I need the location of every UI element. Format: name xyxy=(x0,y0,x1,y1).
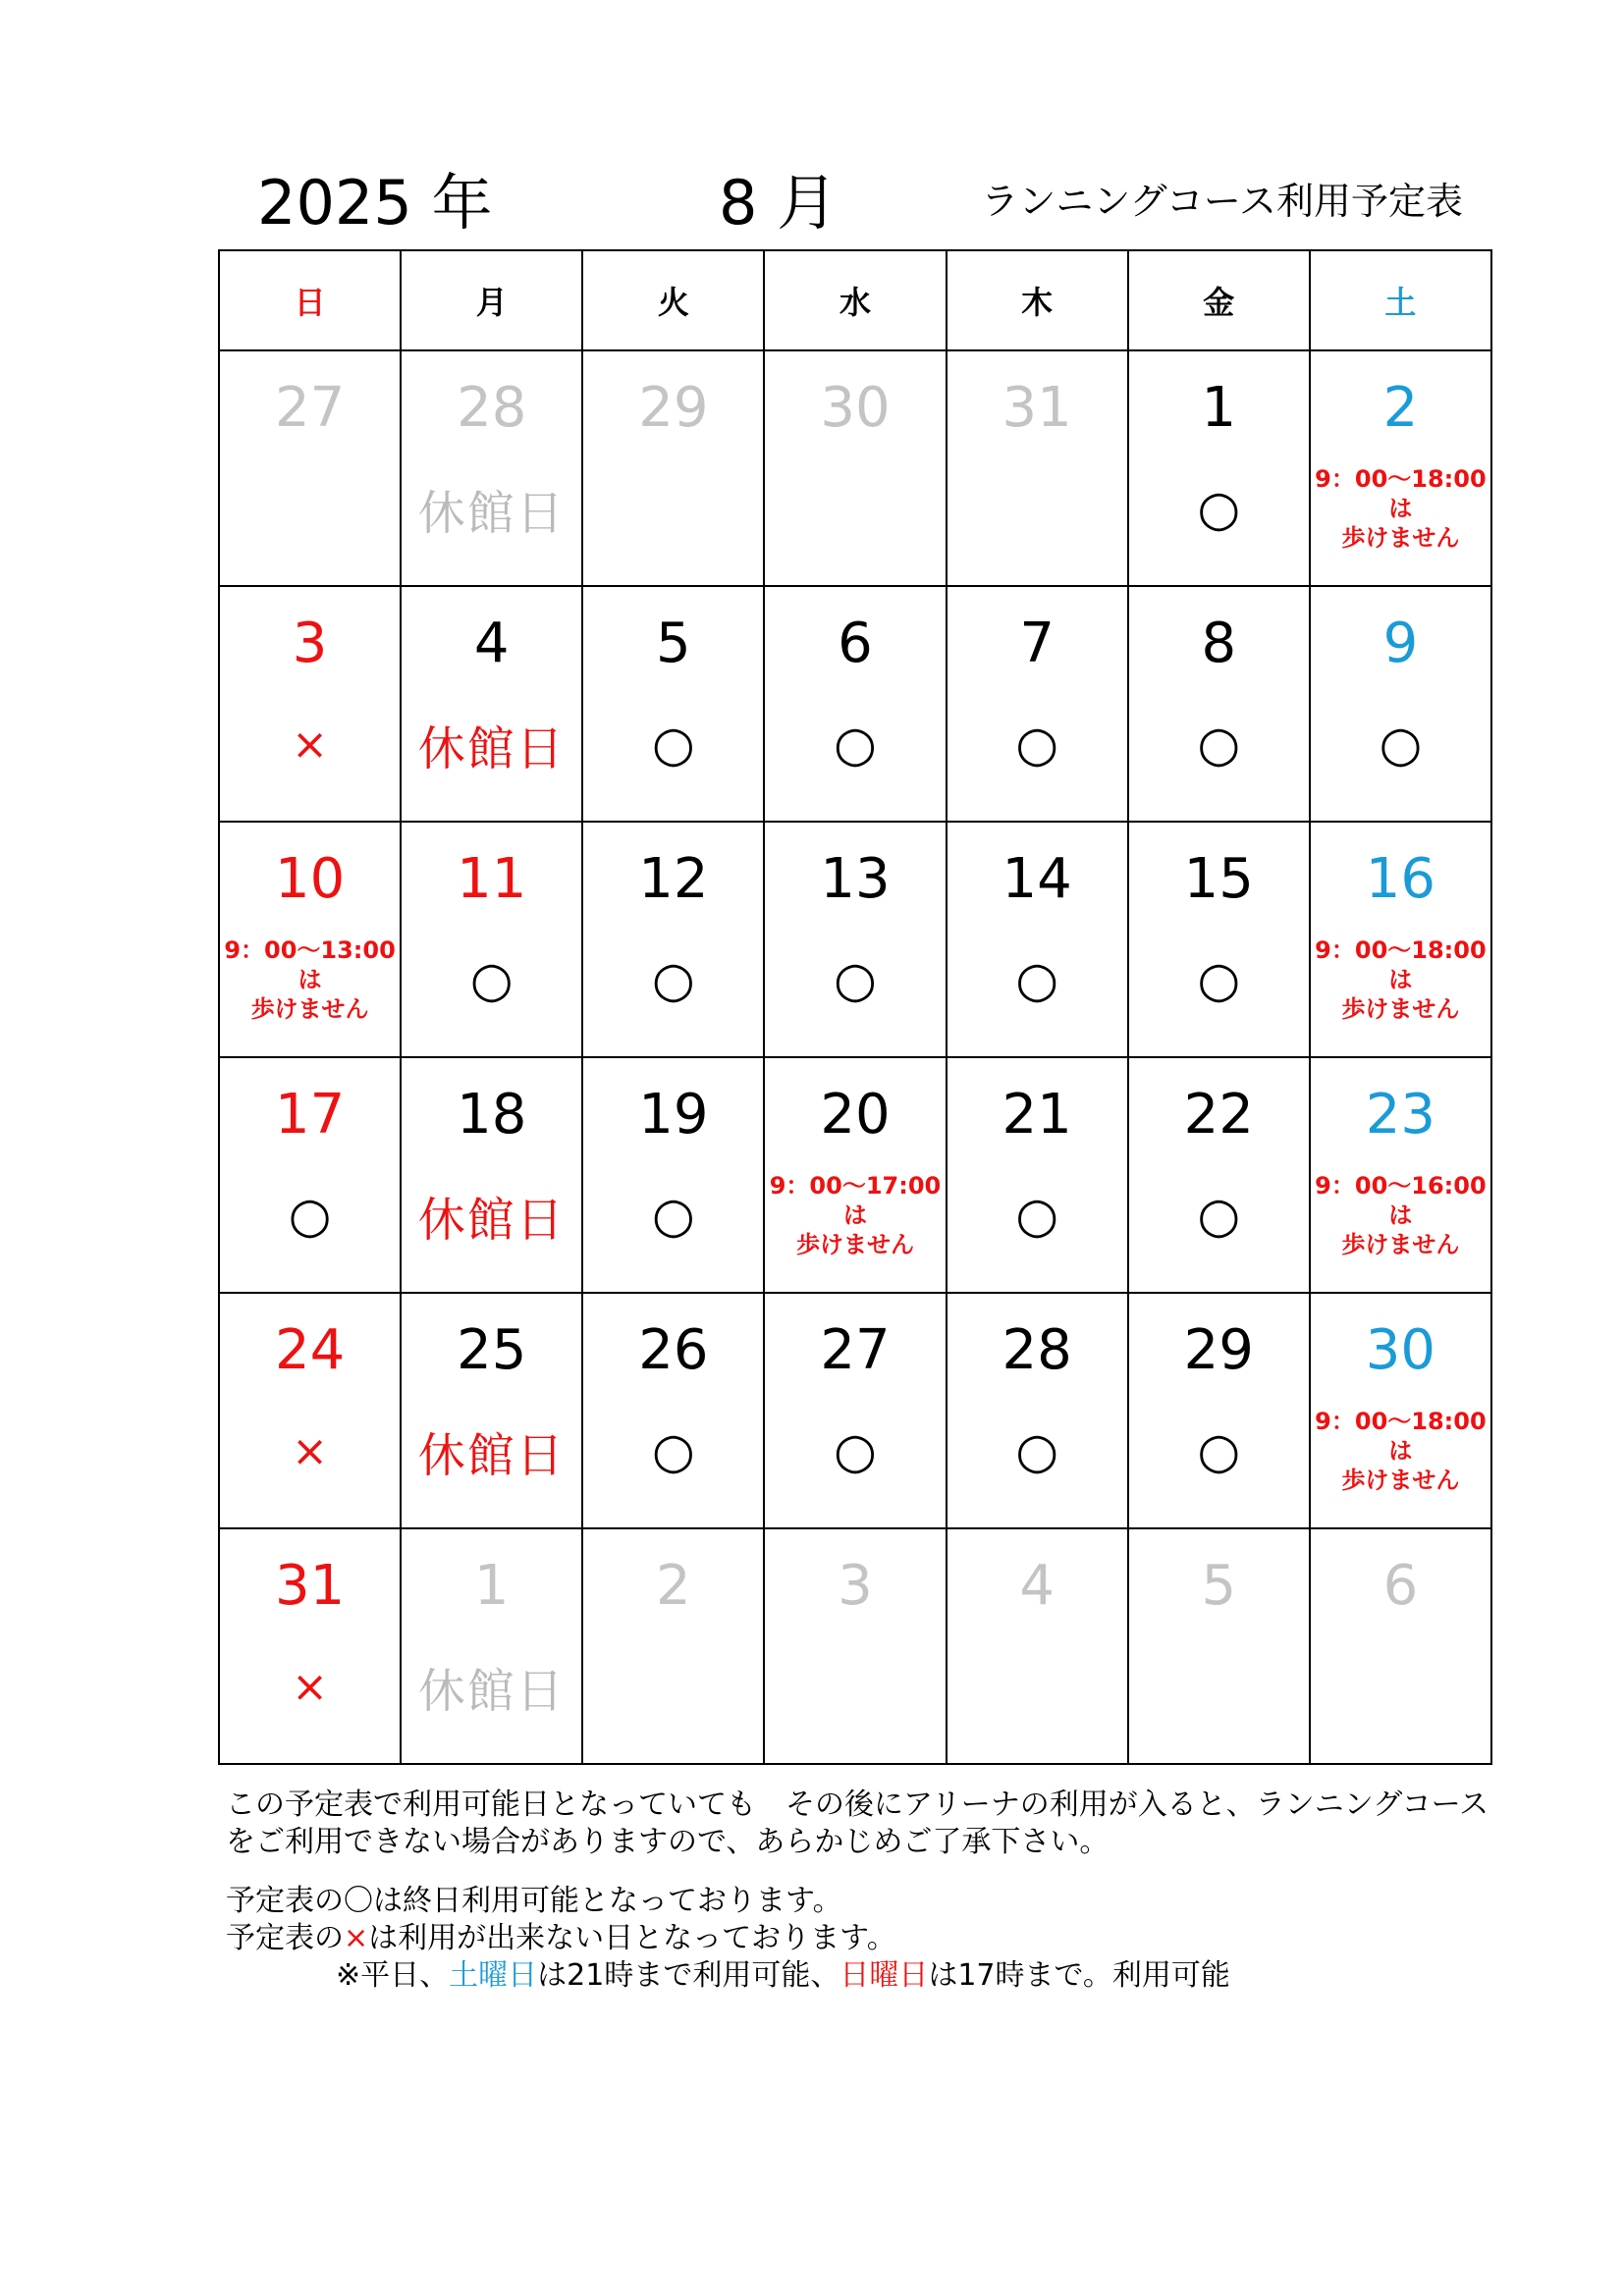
unavailable-mark: × xyxy=(292,1425,328,1476)
calendar-day-cell xyxy=(764,822,946,1057)
calendar-week-row xyxy=(219,1528,1491,1764)
available-mark: ○ xyxy=(1197,951,1241,1008)
day-number: 14 xyxy=(1001,847,1072,911)
day-number: 30 xyxy=(820,376,891,440)
available-mark: ○ xyxy=(834,951,877,1008)
day-status xyxy=(947,931,1127,1029)
calendar-day-cell xyxy=(219,822,401,1057)
calendar-day-cell xyxy=(947,1528,1128,1764)
calendar-day-cell xyxy=(401,822,582,1057)
available-mark: ○ xyxy=(1015,716,1058,773)
available-mark: ○ xyxy=(834,1422,877,1479)
footer-note-3 xyxy=(226,1920,1502,1957)
calendar-day-cell xyxy=(582,822,764,1057)
day-number: 20 xyxy=(820,1083,891,1147)
closed-day-label: 休館日 xyxy=(417,485,566,541)
available-mark: ○ xyxy=(1197,1187,1241,1244)
day-number: 31 xyxy=(1001,376,1072,440)
available-mark: ○ xyxy=(652,1187,695,1244)
footer-note-3-pre: 予定表の xyxy=(226,1921,344,1955)
calendar-day-cell xyxy=(401,1528,582,1764)
footer-note-3-post: は利用が出来ない日となっております。 xyxy=(368,1921,896,1955)
day-number: 18 xyxy=(457,1083,527,1147)
restriction-note: 9：00～18:00は 歩けません xyxy=(1315,1408,1487,1494)
day-number: 22 xyxy=(1183,1083,1254,1147)
footer-note-4-b: は21時まで利用可能、 xyxy=(537,1958,840,1993)
day-number: 25 xyxy=(457,1318,527,1382)
day-number: 4 xyxy=(473,612,510,675)
day-number: 9 xyxy=(1382,612,1419,675)
day-number: 6 xyxy=(1382,1554,1419,1618)
day-status xyxy=(583,931,763,1029)
calendar-day-cell xyxy=(1310,1293,1491,1528)
day-number: 7 xyxy=(1019,612,1055,675)
calendar-day-cell xyxy=(947,586,1128,822)
day-number: 12 xyxy=(638,847,709,911)
calendar-day-cell xyxy=(947,1293,1128,1528)
day-number: 26 xyxy=(638,1318,709,1382)
day-status xyxy=(765,1166,945,1264)
day-number: 31 xyxy=(274,1554,346,1618)
calendar-day-cell xyxy=(401,1057,582,1293)
calendar-day-cell xyxy=(947,822,1128,1057)
calendar-day-cell xyxy=(582,1057,764,1293)
day-number: 3 xyxy=(838,1554,873,1618)
calendar-day-cell xyxy=(764,586,946,822)
calendar-day-cell xyxy=(219,1528,401,1764)
day-status xyxy=(1129,1402,1309,1500)
calendar-day-cell xyxy=(582,586,764,822)
day-status xyxy=(402,459,581,558)
calendar-day-cell xyxy=(582,350,764,586)
calendar-day-cell xyxy=(1310,1528,1491,1764)
day-status xyxy=(1129,1637,1309,1735)
unavailable-mark: × xyxy=(292,1661,328,1712)
calendar-day-cell xyxy=(1128,586,1310,822)
day-status xyxy=(1311,1166,1490,1264)
day-status xyxy=(765,931,945,1029)
calendar-day-cell xyxy=(1310,822,1491,1057)
day-status xyxy=(583,1402,763,1500)
available-mark: ○ xyxy=(1015,1422,1058,1479)
page-title: ランニングコース利用予定表 xyxy=(981,180,1463,223)
day-status xyxy=(765,1402,945,1500)
day-number: 2 xyxy=(656,1554,691,1618)
weekday-tuesday: 火 xyxy=(582,250,764,350)
available-mark: ○ xyxy=(652,1422,695,1479)
day-number: 8 xyxy=(1201,612,1237,675)
day-status xyxy=(220,1637,400,1735)
day-status xyxy=(947,459,1127,558)
day-number: 15 xyxy=(1183,847,1254,911)
day-status xyxy=(765,1637,945,1735)
calendar-day-cell xyxy=(1128,350,1310,586)
calendar-day-cell xyxy=(947,350,1128,586)
calendar-day-cell xyxy=(1310,350,1491,586)
restriction-note: 9：00～13:00は 歩けません xyxy=(224,936,396,1023)
footer-note-2: 予定表の〇は終日利用可能となっております。 xyxy=(226,1884,842,1918)
day-status xyxy=(1311,459,1490,558)
available-mark: ○ xyxy=(1015,1187,1058,1244)
calendar-day-cell xyxy=(764,350,946,586)
weekday-wednesday: 水 xyxy=(764,250,946,350)
calendar-day-cell xyxy=(1310,1057,1491,1293)
day-status xyxy=(402,695,581,793)
calendar-day-cell xyxy=(401,1293,582,1528)
day-number: 28 xyxy=(457,376,527,440)
available-mark: ○ xyxy=(1379,716,1423,773)
day-status xyxy=(1311,1402,1490,1500)
available-mark: ○ xyxy=(469,951,514,1008)
day-status xyxy=(220,1402,400,1500)
calendar-day-cell xyxy=(947,1057,1128,1293)
calendar-day-cell xyxy=(582,1528,764,1764)
day-number: 27 xyxy=(274,376,346,440)
available-mark: ○ xyxy=(1015,951,1058,1008)
available-mark: ○ xyxy=(1197,716,1241,773)
month-label: 8 月 xyxy=(719,167,839,239)
day-number: 16 xyxy=(1365,847,1436,911)
unavailable-mark: × xyxy=(292,719,328,770)
closed-day-label: 休館日 xyxy=(417,1663,566,1719)
available-mark: ○ xyxy=(834,716,877,773)
available-mark: ○ xyxy=(288,1187,332,1244)
day-status xyxy=(947,695,1127,793)
footer-note-4-c: は17時まで。利用可能 xyxy=(928,1958,1230,1993)
sunday-label: 日曜日 xyxy=(839,1958,929,1993)
weekday-friday: 金 xyxy=(1128,250,1310,350)
day-number: 17 xyxy=(274,1083,346,1147)
calendar-day-cell xyxy=(219,1293,401,1528)
calendar-day-cell xyxy=(1128,1293,1310,1528)
day-status xyxy=(1311,1637,1490,1735)
day-number: 30 xyxy=(1365,1318,1436,1382)
calendar-week-row xyxy=(219,1293,1491,1528)
day-number: 13 xyxy=(820,847,891,911)
calendar-day-cell xyxy=(219,1057,401,1293)
calendar-day-cell xyxy=(401,350,582,586)
day-number: 29 xyxy=(1183,1318,1254,1382)
calendar-table xyxy=(218,249,1492,1765)
restriction-note: 9：00～18:00は 歩けません xyxy=(1315,465,1487,552)
day-status xyxy=(1311,695,1490,793)
day-status xyxy=(402,1402,581,1500)
calendar-day-cell xyxy=(764,1293,946,1528)
calendar-day-cell xyxy=(1128,1528,1310,1764)
available-mark: ○ xyxy=(652,951,695,1008)
day-number: 24 xyxy=(274,1318,346,1382)
calendar-day-cell xyxy=(1310,586,1491,822)
day-number: 29 xyxy=(638,376,709,440)
footer-note-4-a: ※平日、 xyxy=(336,1958,450,1993)
closed-day-label: 休館日 xyxy=(417,1192,566,1248)
day-status xyxy=(765,695,945,793)
day-status xyxy=(583,459,763,558)
day-status xyxy=(220,459,400,558)
day-number: 4 xyxy=(1019,1554,1055,1618)
day-number: 5 xyxy=(656,612,691,675)
cross-mark-legend: × xyxy=(344,1921,369,1955)
calendar-day-cell xyxy=(1128,822,1310,1057)
calendar-week-row xyxy=(219,822,1491,1057)
day-status xyxy=(947,1637,1127,1735)
calendar-day-cell xyxy=(764,1057,946,1293)
restriction-note: 9：00～17:00は 歩けません xyxy=(769,1172,942,1258)
calendar-day-cell xyxy=(219,586,401,822)
day-number: 10 xyxy=(274,847,346,911)
day-status xyxy=(402,931,581,1029)
day-status xyxy=(220,931,400,1029)
day-number: 28 xyxy=(1001,1318,1072,1382)
day-number: 2 xyxy=(1382,376,1419,440)
day-status xyxy=(1311,931,1490,1029)
calendar-week-row xyxy=(219,1057,1491,1293)
saturday-label: 土曜日 xyxy=(449,1958,538,1993)
weekday-monday: 月 xyxy=(401,250,582,350)
restriction-note: 9：00～18:00は 歩けません xyxy=(1315,936,1487,1023)
closed-day-label: 休館日 xyxy=(417,721,566,776)
day-number: 23 xyxy=(1365,1083,1436,1147)
calendar-day-cell xyxy=(401,586,582,822)
day-number: 5 xyxy=(1201,1554,1237,1618)
day-number: 1 xyxy=(1201,376,1237,440)
day-status xyxy=(1129,695,1309,793)
calendar-body xyxy=(219,350,1491,1764)
day-number: 19 xyxy=(638,1083,709,1147)
day-status xyxy=(402,1637,581,1735)
day-status xyxy=(583,1637,763,1735)
day-number: 11 xyxy=(457,847,527,911)
weekday-sunday: 日 xyxy=(219,250,401,350)
calendar-week-row xyxy=(219,350,1491,586)
available-mark: ○ xyxy=(1197,1422,1241,1479)
weekday-header-row xyxy=(219,250,1491,350)
day-status xyxy=(765,459,945,558)
calendar-day-cell xyxy=(219,350,401,586)
day-number: 6 xyxy=(838,612,873,675)
footer-notes xyxy=(226,1787,1502,1995)
day-status xyxy=(947,1402,1127,1500)
day-status xyxy=(947,1166,1127,1264)
calendar-week-row xyxy=(219,586,1491,822)
day-number: 21 xyxy=(1001,1083,1072,1147)
day-status xyxy=(402,1166,581,1264)
calendar-day-cell xyxy=(582,1293,764,1528)
available-mark: ○ xyxy=(652,716,695,773)
calendar-day-cell xyxy=(764,1528,946,1764)
day-status xyxy=(583,695,763,793)
weekday-saturday: 土 xyxy=(1310,250,1491,350)
calendar-day-cell xyxy=(1128,1057,1310,1293)
day-status xyxy=(220,695,400,793)
closed-day-label: 休館日 xyxy=(417,1427,566,1483)
weekday-thursday: 木 xyxy=(947,250,1128,350)
day-number: 3 xyxy=(292,612,328,675)
day-status xyxy=(1129,1166,1309,1264)
footer-note-1: この予定表で利用可能日となっていても その後にアリーナの利用が入ると、ランニングコースをご利用できない場合がありますので、あらかじめご了承下さい。 xyxy=(226,1788,1489,1859)
day-status xyxy=(220,1166,400,1264)
year-label: 2025 年 xyxy=(257,167,493,239)
day-number: 1 xyxy=(473,1554,510,1618)
day-number: 27 xyxy=(820,1318,891,1382)
title-row xyxy=(218,157,1492,245)
day-status xyxy=(1129,931,1309,1029)
available-mark: ○ xyxy=(1197,480,1241,537)
footer-note-4 xyxy=(226,1957,1502,1995)
day-status xyxy=(1129,459,1309,558)
day-status xyxy=(583,1166,763,1264)
restriction-note: 9：00～16:00は 歩けません xyxy=(1315,1172,1487,1258)
